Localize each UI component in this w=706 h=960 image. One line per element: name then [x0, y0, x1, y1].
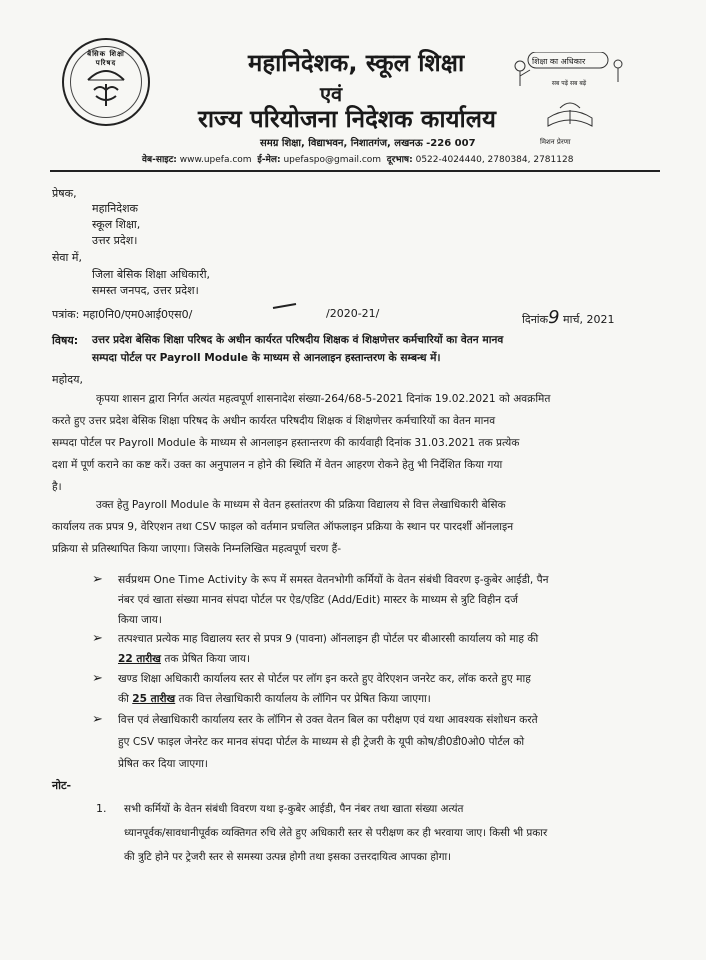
office-title-line1: महानिदेशक, स्कूल शिक्षा: [248, 49, 465, 77]
handwritten-mark-icon: [272, 302, 298, 310]
bullet-arrow-icon: ➢: [92, 631, 103, 646]
paragraph-line: कृपया शासन द्वारा निर्गत अत्यंत महत्वपूर्ण शासनादेश संख्या-264/68-5-2021 दिनांक 19.02.2021 को अवक्रमित: [96, 393, 551, 405]
website-label: वेब-साइट:: [142, 155, 177, 165]
paragraph-line: करते हुए उत्तर प्रदेश बेसिक शिक्षा परिषद के अधीन कार्यरत परिषदीय शिक्षक वं शिक्षणेत्तर कर्मचारियों का वेतन मानव: [52, 415, 496, 427]
mission-prerna-label: मिशन प्रेरणा: [540, 138, 571, 146]
bullet-line: तत्पश्चात प्रत्येक माह विद्यालय स्तर से प्रपत्र 9 (पावना) ऑनलाइन ही पोर्टल पर बीआरसी कार्यालय को माह की: [118, 633, 539, 645]
bullet-line: सर्वप्रथम One Time Activity के रूप में समस्त वेतनभोगी कर्मियों के वेतन संबंधी विवरण इ-कुबेर आईडी, पैन: [118, 574, 549, 586]
subject-line: उत्तर प्रदेश बेसिक शिक्षा परिषद के अधीन कार्यरत परिषदीय शिक्षक वं शिक्षणेत्तर कर्मचारियों का वेतन मानव: [92, 334, 504, 346]
salutation: महोदय,: [52, 373, 83, 386]
bullet-arrow-icon: ➢: [92, 671, 103, 686]
bullet-tail: तक प्रेषित किया जाय।: [160, 653, 251, 665]
uttar-pradesh-emblem: [62, 38, 150, 126]
bullet-line: किया जाय।: [118, 614, 162, 626]
date-month-year: मार्च, 2021: [563, 313, 615, 326]
deadline-emphasis: 22 तारीख: [118, 653, 161, 665]
paragraph-line: है।: [52, 481, 62, 493]
date-label: दिनांक: [522, 313, 549, 326]
note-line: की त्रुटि होने पर ट्रेजरी स्तर से समस्या उत्पन्न होगी तथा इसका उत्तरदायित्व आपका होगा।: [124, 851, 452, 863]
note-number: 1.: [96, 802, 107, 815]
emblem-text: बेसिक शिक्षा परिषद: [87, 50, 125, 67]
sender-label: प्रेषक,: [52, 187, 77, 200]
bullet-line: नंबर एवं खाता संख्या मानव संपदा पोर्टल पर ऐड/एडिट (Add/Edit) मास्टर के माध्यम से त्रुटि विहीन दर्ज: [118, 594, 518, 606]
bullet-arrow-icon: ➢: [92, 572, 103, 587]
sender-line: महानिदेशक: [92, 202, 138, 215]
header-divider: [50, 170, 660, 172]
recipient-line: समस्त जनपद, उत्तर प्रदेश।: [92, 284, 199, 297]
date-line: [522, 307, 614, 328]
bullet-line: खण्ड शिक्षा अधिकारी कार्यालय स्तर से पोर्टल पर लॉग इन करते हुए वेरिएशन जनरेट कर, लॉक करते हुए माह: [118, 673, 531, 685]
paragraph-line: सम्पदा पोर्टल पर Payroll Module के माध्यम से आनलाइन हस्तान्तरण की कार्यवाही दिनांक 31.03.2021 तक प्रत्येक: [52, 437, 520, 449]
recipient-label: सेवा में,: [52, 251, 82, 264]
paragraph-line: कार्यालय तक प्रपत्र 9, वेरिएशन तथा CSV फाइल को वर्तमान प्रचलित ऑफलाइन प्रक्रिया के स्थान पर पारदर्शी ऑनलाइन: [52, 521, 514, 533]
note-label: नोट-: [52, 779, 72, 792]
subject-label: विषय:: [52, 334, 79, 347]
note-line: सभी कर्मियों के वेतन संबंधी विवरण यथा इ-कुबेर आईडी, पैन नंबर तथा खाता संख्या अत्यंत: [124, 803, 464, 815]
bullet-tail: तक वित्त लेखाधिकारी कार्यालय के लॉगिन पर प्रेषित किया जाएगा।: [175, 693, 431, 705]
paragraph-line: दशा में पूर्ण कराने का कष्ट करें। उक्त का अनुपालन न होने की स्थिति में वेतन आहरण रोकने हेतु भी निर्देशित किया गया: [52, 459, 503, 471]
office-address: समग्र शिक्षा, विद्याभवन, निशातगंज, लखनऊ -226 007: [260, 138, 476, 149]
bullet-line: [118, 692, 431, 706]
right-to-education-label: शिक्षा का अधिकार: [532, 57, 586, 66]
website-link[interactable]: www.upefa.com: [179, 155, 252, 165]
office-title-line2: राज्य परियोजना निदेशक कार्यालय: [198, 105, 496, 133]
phone-label: दूरभाष:: [386, 155, 413, 165]
reference-year: /2020-21/: [326, 307, 380, 320]
note-line: ध्यानपूर्वक/सावधानीपूर्वक व्यक्तिगत रुचि लेते हुए अधिकारी स्तर से परीक्षण कर ही भरवाया जाए। किसी भी प्रकार: [124, 827, 548, 839]
bullet-lead: की: [118, 693, 133, 705]
deadline-emphasis: 25 तारीख: [132, 693, 176, 705]
paragraph-line: प्रक्रिया से प्रतिस्थापित किया जाएगा। जिसके निम्नलिखित महत्वपूर्ण चरण हैं-: [52, 543, 342, 555]
bullet-line: प्रेषित कर दिया जाएगा।: [118, 758, 208, 770]
office-title-conjunction: एवं: [320, 82, 343, 106]
email-label: ई-मेल:: [257, 155, 281, 165]
bullet-line: वित्त एवं लेखाधिकारी कार्यालय स्तर के लॉगिन से उक्त वेतन बिल का परीक्षण एवं यथा आवश्यक संशोधन करते: [118, 714, 538, 726]
bullet-line: हुए CSV फाइल जेनरेट कर मानव संपदा पोर्टल के माध्यम से ही ट्रेजरी के यूपी कोष/डी0डी0ओ0 पोर्टल को: [118, 736, 525, 748]
mission-prerna-logo: [510, 52, 630, 154]
date-day: 9: [548, 307, 560, 328]
recipient-line: जिला बेसिक शिक्षा अधिकारी,: [92, 268, 211, 281]
bullet-line: [118, 652, 250, 666]
reference-number: पत्रांक: महा0नि0/एम0आई0एस0/: [52, 308, 193, 321]
sender-line: स्कूल शिक्षा,: [92, 218, 141, 231]
email-link[interactable]: upefaspo@gmail.com: [283, 155, 382, 165]
bullet-arrow-icon: ➢: [92, 712, 103, 727]
subject-line: सम्पदा पोर्टल पर Payroll Module के माध्यम से आनलाइन हस्तान्तरण के सम्बन्ध में।: [92, 352, 441, 364]
paragraph-line: उक्त हेतु Payroll Module के माध्यम से वेतन हस्तांतरण की प्रक्रिया विद्यालय से वित्त लेखाधिकारी बेसिक: [96, 499, 506, 511]
sender-line: उत्तर प्रदेश।: [92, 234, 138, 247]
contact-line: [142, 152, 573, 165]
logo-tagline: सब पढ़ें सब बढ़ें: [551, 80, 587, 87]
phone-numbers: 0522-4024440, 2780384, 2781128: [415, 155, 574, 165]
